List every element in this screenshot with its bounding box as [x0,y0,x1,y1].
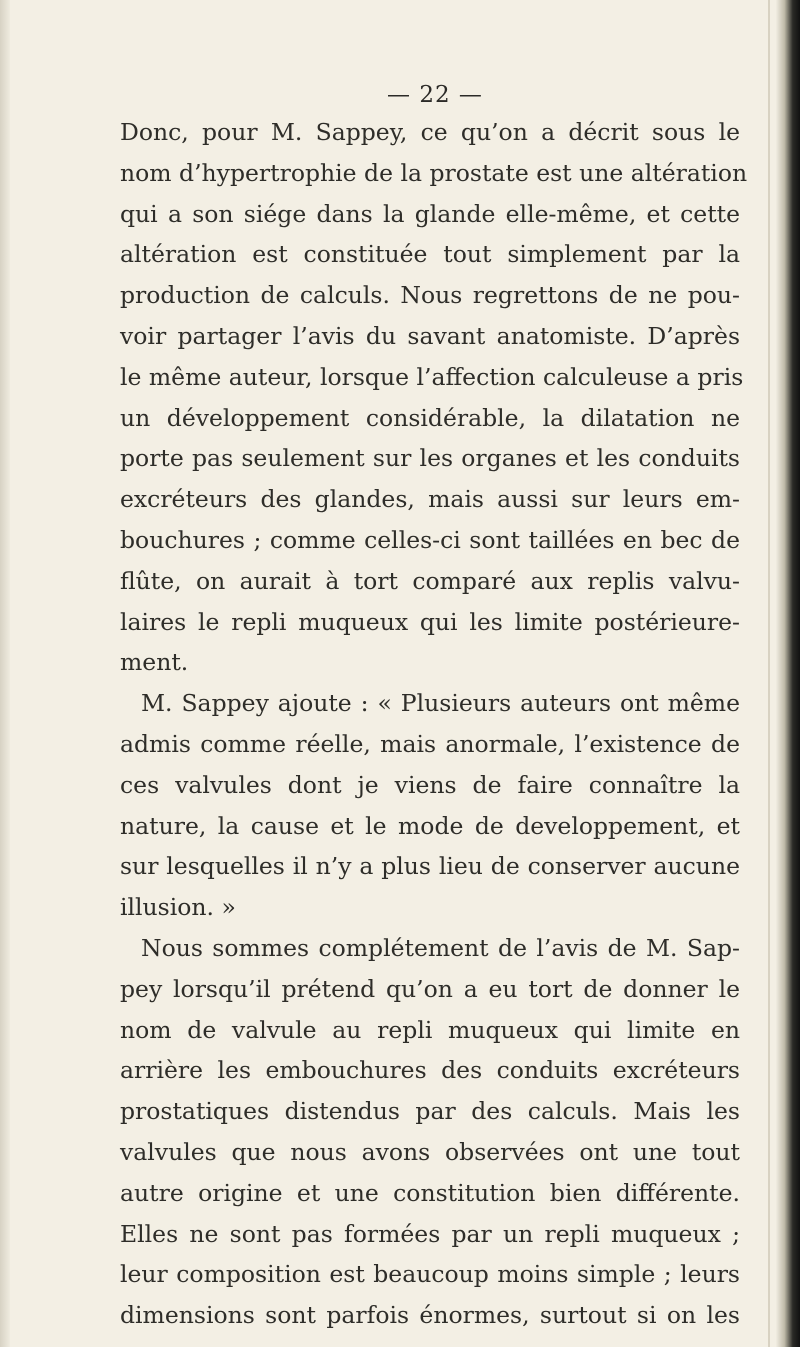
text-line: M. Sappey ajoute : « Plusieurs auteurs ont même [141,689,740,718]
text-line: nom de valvule au repli muqueux qui limite en [120,1015,740,1044]
text-line: ment. [120,648,189,677]
text-line: admis comme réelle, mais anormale, l’existence de [120,729,740,758]
text-line: prostatiques distendus par des calculs. Mais les [120,1097,740,1126]
text-line: nature, la cause et le mode de developpement, et [120,811,740,840]
text-line: un développement considérable, la dilatation ne [120,403,740,432]
text-line: laires le repli muqueux qui les limite postérieure- [120,607,740,636]
text-line: voir partager l’avis du savant anatomiste. D’après [120,321,740,350]
text-line: leur composition est beaucoup moins simple ; leurs [120,1260,740,1289]
text-line: excréteurs des glandes, mais aussi sur leurs em- [120,485,740,514]
text-line: porte pas seulement sur les organes et les conduits [120,444,740,473]
text-line: le même auteur, lorsque l’affection calculeuse a pris [120,362,744,391]
text-line: arrière les embouchures des conduits excréteurs [120,1056,740,1085]
page-number: — 22 — [387,82,483,108]
text-line: illusion. » [120,893,236,922]
gutter-line [768,0,770,1347]
body-text [120,112,748,1336]
text-line: ces valvules dont je viens de faire connaître la [120,770,740,799]
binding-shadow [776,0,800,1347]
text-line: autre origine et une constitution bien différente. [120,1178,740,1207]
text-line: altération est constituée tout simplement par la [120,240,740,269]
text-line: Elles ne sont pas formées par un repli muqueux ; [120,1219,740,1248]
text-line: bouchures ; comme celles-ci sont taillées en bec de [120,525,740,554]
text-line: pey lorsqu’il prétend qu’on a eu tort de donner le [120,974,740,1003]
text-line: Nous sommes complétement de l’avis de M. Sap- [141,933,740,962]
text-line: nom d’hypertrophie de la prostate est une altération [120,158,748,187]
text-line: production de calculs. Nous regrettons de ne pou- [120,281,740,310]
text-line: Donc, pour M. Sappey, ce qu’on a décrit sous le [120,118,740,146]
text-line: dimensions sont parfois énormes, surtout si on les [120,1301,740,1330]
text-line: qui a son siége dans la glande elle-même, et cette [120,199,740,228]
page-left-edge [0,0,10,1347]
text-line: sur lesquelles il n’y a plus lieu de conserver aucune [120,852,740,881]
text-line: valvules que nous avons observées ont une tout [120,1137,740,1166]
text-line: flûte, on aurait à tort comparé aux replis valvu- [120,566,740,595]
